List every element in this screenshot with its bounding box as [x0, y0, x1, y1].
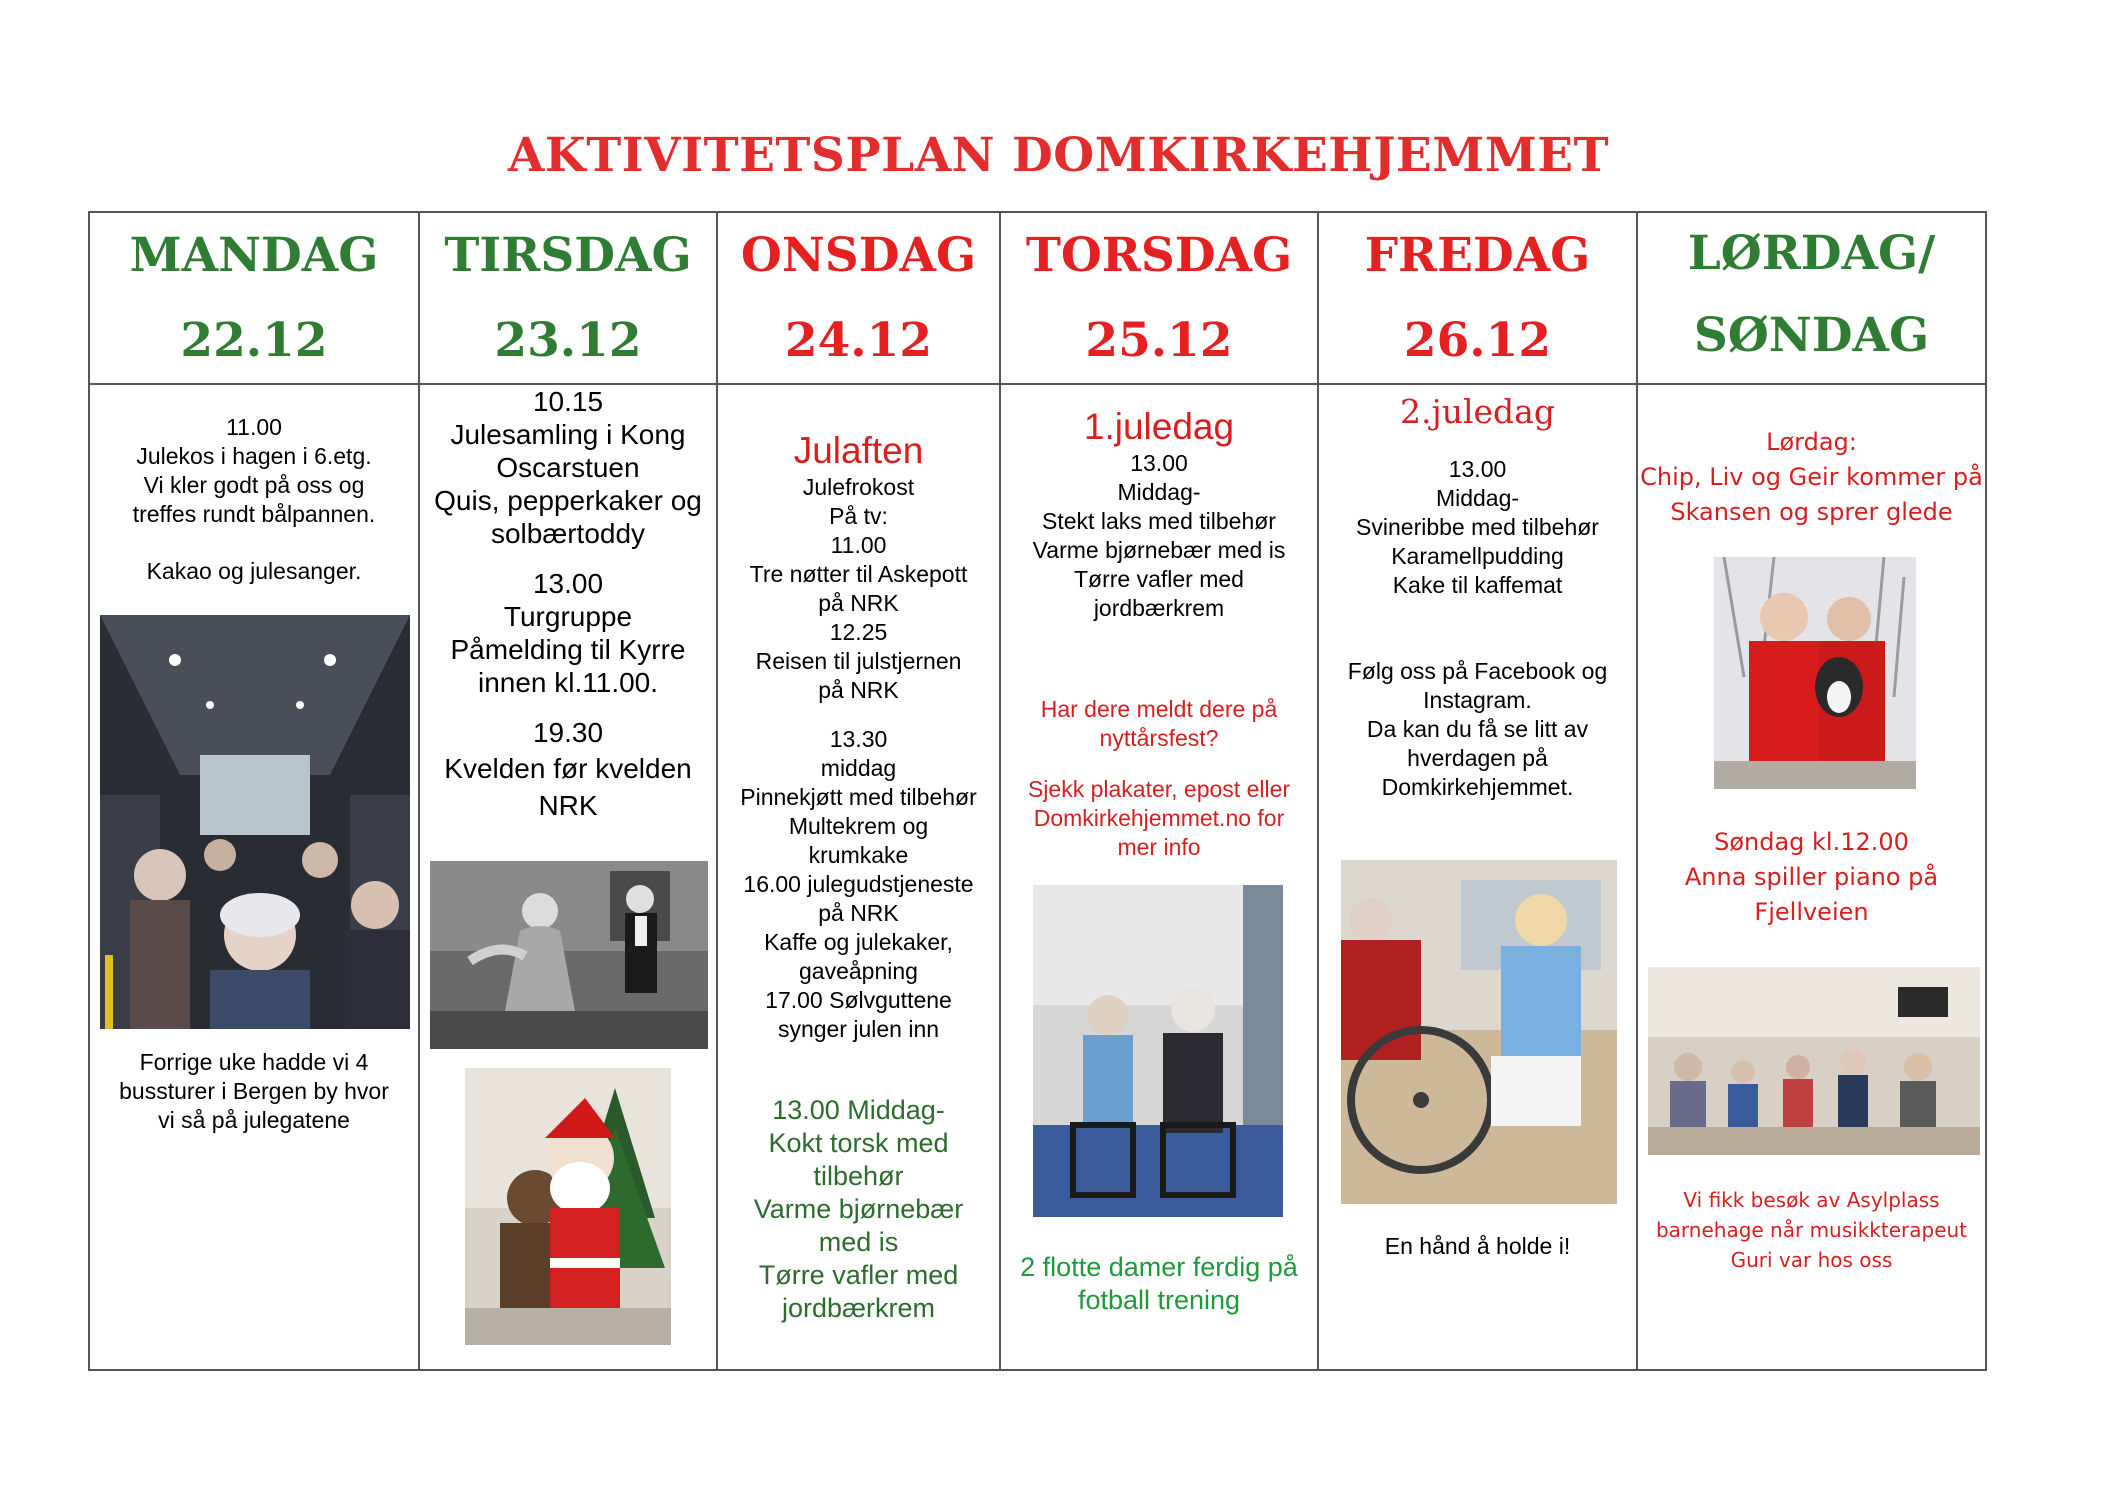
text-line: jordbærkrem	[781, 1293, 936, 1323]
text-line: Domkirkehjemmet.	[1381, 774, 1574, 800]
text-line: 13.00	[1130, 450, 1188, 476]
fredag-text	[1319, 455, 1636, 600]
cell-onsdag	[717, 384, 1000, 1370]
text-line: Da kan du få se litt av	[1366, 716, 1589, 742]
header-torsdag: TORSDAG 25.12	[1000, 212, 1318, 384]
text-line: barnehage når musikkterapeut	[1655, 1218, 1968, 1242]
content-row	[89, 384, 1986, 1370]
text-line: på NRK	[818, 590, 899, 616]
text-line: på NRK	[818, 677, 899, 703]
helg-saturday-text	[1638, 425, 1985, 530]
text-line: 13.00	[1448, 456, 1507, 482]
text-line: Pinnekjøtt med tilbehør	[740, 784, 977, 810]
text-line: Kaffe og julekaker,	[764, 929, 953, 955]
text-line: Søndag kl.12.00	[1714, 828, 1909, 856]
fredag-heading: 2.juledag	[1400, 392, 1555, 431]
text-line: synger julen inn	[777, 1016, 940, 1042]
mandag-text: 11.00 Julekos i hagen i 6.etg. Vi kler godt på oss og treffes rundt bålpannen. Kakao og julesanger.	[132, 414, 376, 584]
text-line: 13.30	[829, 726, 888, 752]
text-line: hverdagen på	[1407, 745, 1548, 771]
christmas-costumes-photo	[465, 1068, 671, 1345]
helg-visit-text	[1638, 1185, 1985, 1275]
torsdag-red-text-1	[1001, 695, 1317, 753]
text-line: på NRK	[818, 900, 899, 926]
text-line: Lørdag:	[1766, 428, 1857, 456]
text-line: 16.00 julegudstjeneste	[743, 871, 974, 897]
fredag-text-2	[1319, 657, 1636, 802]
text-line: med is	[818, 1227, 899, 1257]
football-ladies-photo	[1033, 885, 1283, 1217]
onsdag-text	[718, 473, 999, 1044]
text-line	[718, 705, 999, 725]
text-line: 12.25	[829, 619, 888, 645]
text-line: mer info	[1117, 834, 1201, 860]
text-line: Sjekk plakater, epost eller	[1027, 776, 1291, 802]
cell-fredag	[1318, 384, 1637, 1370]
text-line: gaveåpning	[799, 958, 918, 984]
text-line: Skansen og sprer glede	[1670, 498, 1953, 526]
cell-helg	[1637, 384, 1986, 1370]
text-line: jordbærkrem	[1093, 595, 1225, 621]
text-line: Instagram.	[1423, 687, 1532, 713]
header-fredag: FREDAG 26.12	[1318, 212, 1637, 384]
onsdag-heading: Julaften	[793, 430, 924, 471]
text-line: Middag-	[1435, 485, 1520, 511]
header-row	[89, 212, 1986, 384]
text-line: Kake til kaffemat	[1392, 572, 1563, 598]
torsdag-heading: 1.juledag	[1083, 406, 1235, 447]
header-onsdag: ONSDAG 24.12	[717, 212, 1000, 384]
tirsdag-text: 10.15 Julesamling i Kong Oscarstuen Quis, pepperkaker og solbærtoddy 13.00 Turgruppe Påmelding til Kyrre innen kl.11.00. 19.30 Kvelden før kvelden NRK	[434, 386, 702, 821]
onsdag-green-text	[718, 1094, 999, 1325]
text-line: Domkirkehjemmet.no for	[1033, 805, 1285, 831]
text-line: Tørre vafler med	[1074, 566, 1244, 592]
text-line: krumkake	[808, 842, 909, 868]
header-helg: LØRDAG/ SØNDAG	[1637, 212, 1986, 384]
text-line: Middag-	[1117, 479, 1201, 505]
cell-tirsdag	[419, 384, 717, 1370]
text-line: Har dere meldt dere på	[1040, 696, 1278, 722]
text-line: Svineribbe med tilbehør	[1356, 514, 1599, 540]
text-line: middag	[820, 755, 897, 781]
torsdag-text	[1001, 449, 1317, 623]
activity-table	[88, 211, 1987, 1371]
mandag-after-text: Forrige uke hadde vi 4 bussturer i Bergen by hvor vi så på julegatene	[119, 1049, 389, 1133]
text-line: 13.00 Middag-	[772, 1095, 945, 1125]
text-line: Følg oss på Facebook og	[1347, 658, 1608, 684]
text-line: Reisen til julstjernen	[755, 648, 962, 674]
text-line: Stekt laks med tilbehør	[1042, 508, 1276, 534]
dinner-for-one-photo	[430, 861, 708, 1049]
text-line: Anna spiller piano på	[1684, 863, 1939, 891]
text-line: 2 flotte damer ferdig på	[1020, 1252, 1298, 1282]
header-mandag: MANDAG 22.12	[89, 212, 419, 384]
text-line: Guri var hos oss	[1730, 1248, 1893, 1272]
torsdag-red-text-2	[1001, 775, 1317, 862]
text-line: Multekrem og	[788, 813, 929, 839]
text-line: Fjellveien	[1754, 898, 1869, 926]
text-line: På tv:	[829, 503, 888, 529]
text-line: Varme bjørnebær	[753, 1194, 964, 1224]
text-line: Julefrokost	[802, 474, 915, 500]
text-line: Tre nøtter til Askepott	[749, 561, 968, 587]
header-tirsdag: TIRSDAG 23.12	[419, 212, 717, 384]
torsdag-green-text	[1001, 1251, 1317, 1317]
visitors-dog-photo	[1714, 557, 1916, 789]
page-title: AKTIVITETSPLAN DOMKIRKEHJEMMET	[507, 128, 1610, 183]
text-line: 11.00	[830, 532, 887, 558]
text-line: Kokt torsk med	[768, 1128, 949, 1158]
text-line: Vi fikk besøk av Asylplass	[1683, 1188, 1940, 1212]
fredag-caption: En hånd å holde i!	[1384, 1233, 1571, 1259]
text-line: 17.00 Sølvguttene	[765, 987, 952, 1013]
kindergarten-visit-photo	[1648, 967, 1980, 1155]
text-line: fotball trening	[1077, 1285, 1241, 1315]
cell-torsdag	[1000, 384, 1318, 1370]
text-line: tilbehør	[813, 1161, 904, 1191]
cell-mandag	[89, 384, 419, 1370]
helg-sunday-text	[1638, 825, 1985, 930]
text-line: Karamellpudding	[1391, 543, 1564, 569]
text-line: Varme bjørnebær med is	[1032, 537, 1286, 563]
bus-photo	[100, 615, 410, 1029]
helping-hand-photo	[1341, 860, 1617, 1204]
text-line: Tørre vafler med	[758, 1260, 959, 1290]
text-line: nyttårsfest?	[1099, 725, 1219, 751]
text-line: Chip, Liv og Geir kommer på	[1640, 463, 1983, 491]
